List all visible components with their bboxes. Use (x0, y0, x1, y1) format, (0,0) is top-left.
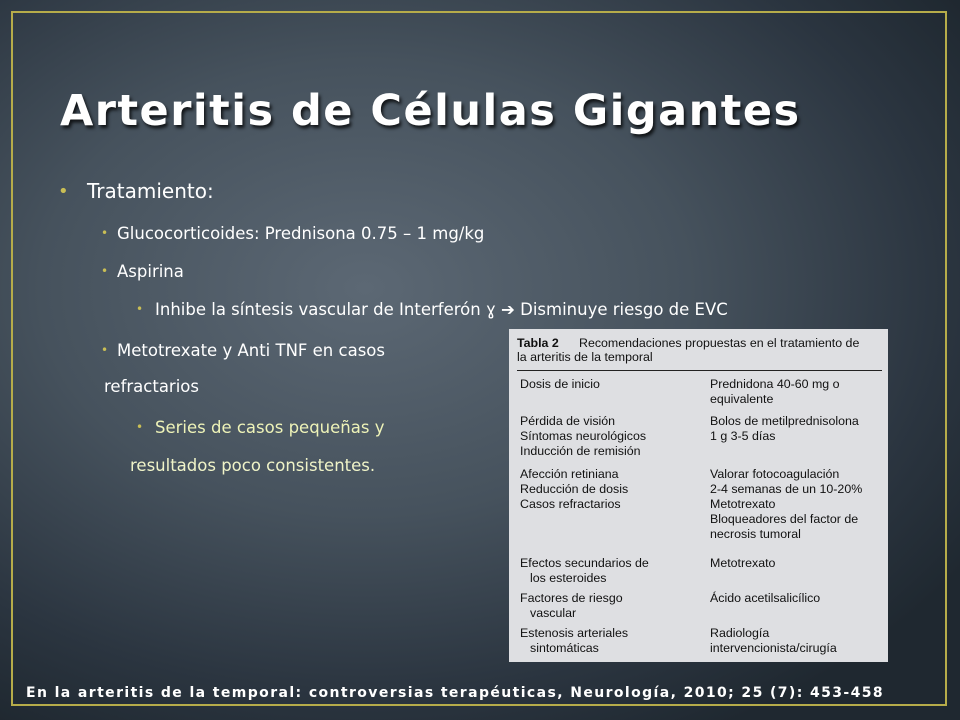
bullet-dot: • (101, 226, 109, 240)
interferon-text: Inhibe la síntesis vascular de Interferón ɣ (155, 300, 496, 319)
tratamiento-heading: Tratamiento: (87, 179, 214, 203)
bullet-dot: • (136, 302, 144, 316)
table-cell: intervencionista/cirugía (710, 641, 837, 655)
interferon-item (155, 300, 728, 319)
table-cell: 2-4 semanas de un 10-20% (710, 482, 863, 496)
arrow-right-icon: ➔ (501, 300, 515, 319)
series-item: Series de casos pequeñas y (155, 418, 385, 437)
table-cell: Inducción de remisión (520, 444, 641, 458)
table-caption (517, 336, 859, 351)
citation-footer: En la arteritis de la temporal: controversias terapéuticas, Neurología, 2010; 25 (7): 453-458 (26, 685, 885, 701)
evc-text: Disminuye riesgo de EVC (520, 300, 728, 319)
table-cell: sintomáticas (530, 641, 599, 655)
table-cell: Prednidona 40-60 mg o (710, 377, 840, 391)
table-cell: vascular (530, 606, 577, 620)
metotrexate-item-cont: refractarios (104, 377, 199, 396)
bullet-dot: • (101, 264, 109, 278)
bullet-dot: • (136, 420, 144, 434)
recommendations-table (509, 329, 888, 662)
table-cell: Estenosis arteriales (520, 626, 629, 640)
aspirina-item: Aspirina (117, 262, 184, 281)
series-item-cont: resultados poco consistentes. (130, 456, 376, 475)
table-cell: los esteroides (530, 571, 607, 585)
metotrexate-item: Metotrexate y Anti TNF en casos (117, 341, 385, 360)
table-cell: Metotrexato (710, 556, 776, 570)
table-cell: Reducción de dosis (520, 482, 629, 496)
table-cell: Síntomas neurológicos (520, 429, 647, 443)
table-cell: 1 g 3-5 días (710, 429, 776, 443)
table-cell: Bloqueadores del factor de (710, 512, 859, 526)
table-cell: Pérdida de visión (520, 414, 616, 428)
table-rule (517, 370, 882, 371)
table-label: Tabla 2 (517, 336, 559, 350)
table-cell: Valorar fotocoagulación (710, 467, 840, 481)
table-cell: Factores de riesgo (520, 591, 623, 605)
table-cell: equivalente (710, 392, 774, 406)
table-cell: Dosis de inicio (520, 377, 600, 391)
bullet-dot: • (101, 343, 109, 357)
table-cell: Metotrexato (710, 497, 776, 511)
table-caption-cont: la arteritis de la temporal (517, 350, 653, 364)
table-cell: necrosis tumoral (710, 527, 801, 541)
table-cell: Casos refractarios (520, 497, 621, 511)
table-cell: Ácido acetilsalicílico (710, 591, 821, 605)
table-cell: Radiología (710, 626, 770, 640)
table-cell: Efectos secundarios de (520, 556, 649, 570)
table-cell: Bolos de metilprednisolona (710, 414, 859, 428)
bullet-dot: • (58, 181, 69, 202)
table-cell: Afección retiniana (520, 467, 619, 481)
glucocorticoides-item: Glucocorticoides: Prednisona 0.75 – 1 mg/kg (117, 224, 485, 243)
table-caption-text: Recomendaciones propuestas en el tratamiento de (579, 336, 860, 350)
slide-title: Arteritis de Células Gigantes (60, 86, 801, 136)
